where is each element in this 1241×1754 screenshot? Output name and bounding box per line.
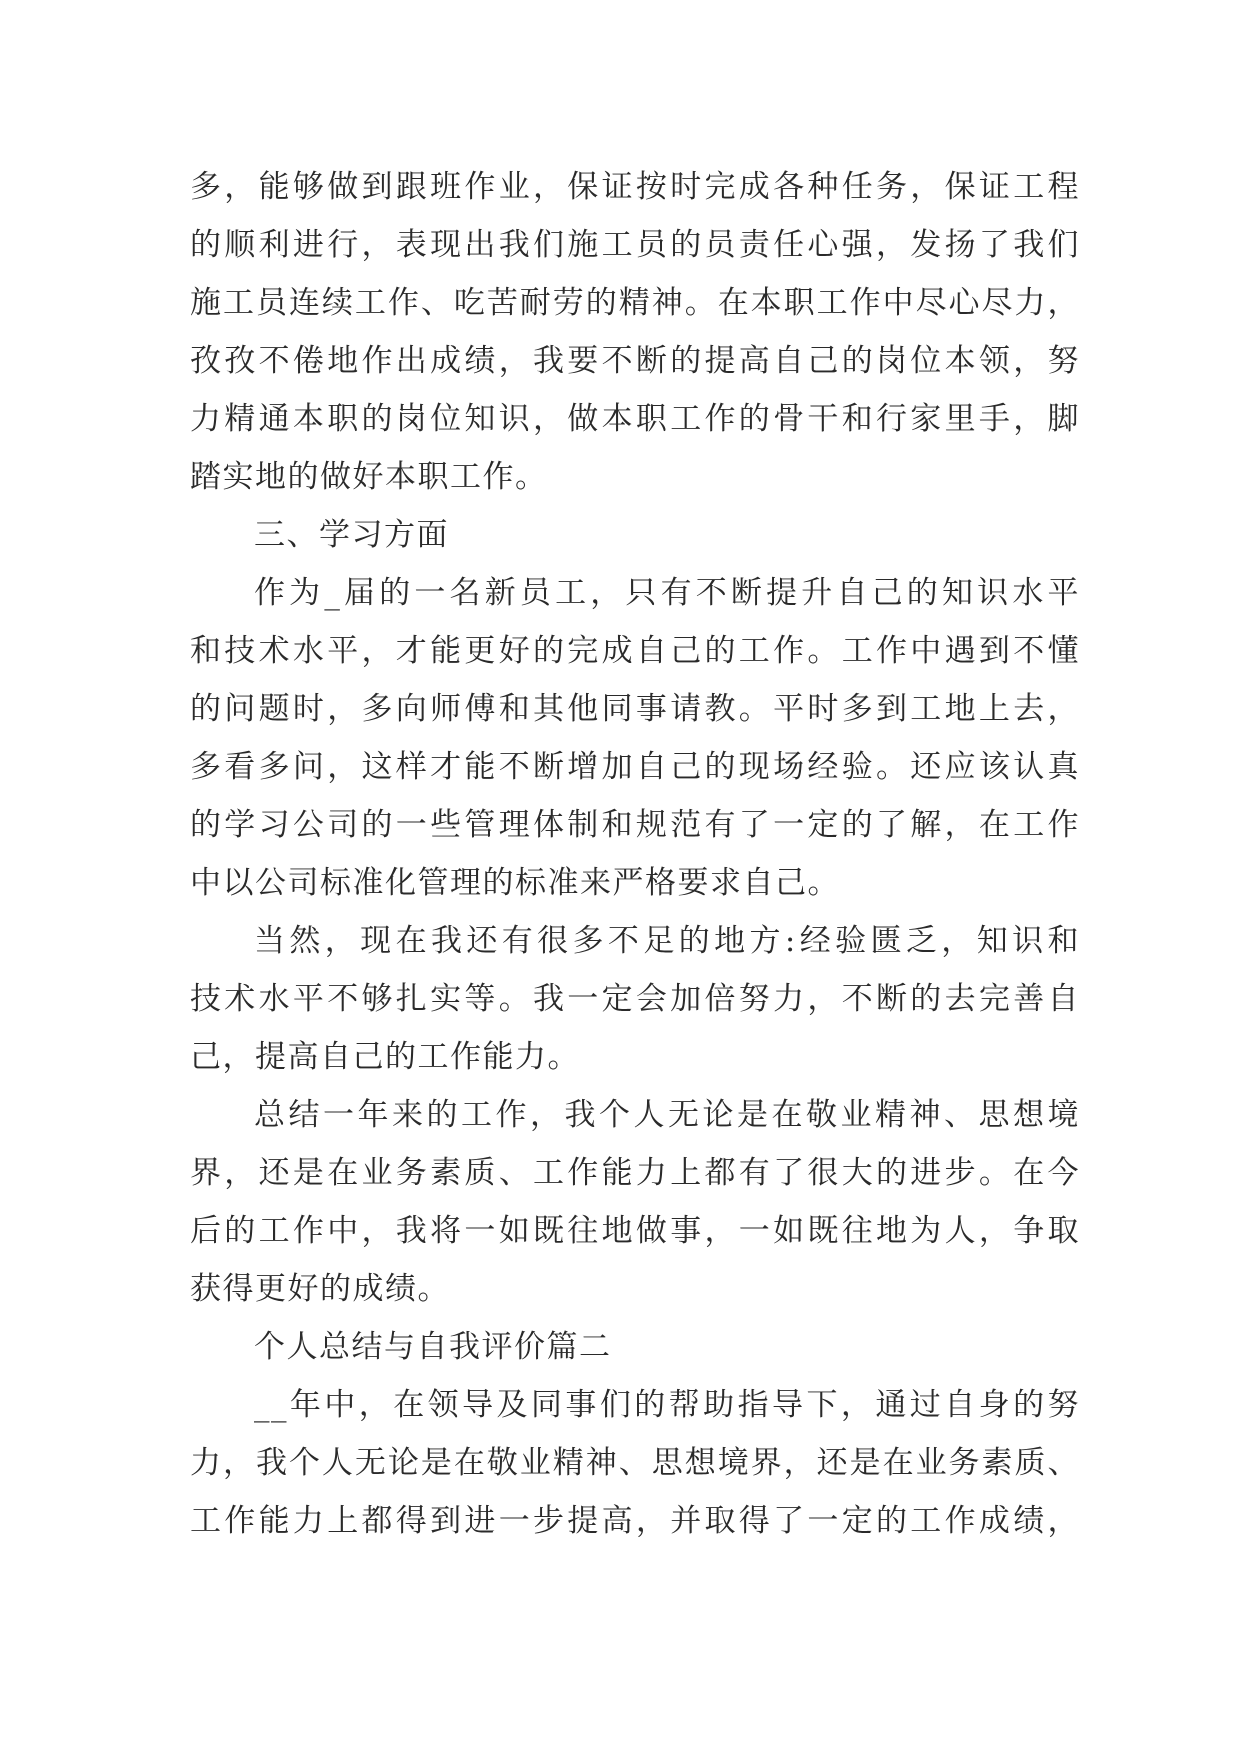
paragraph bbox=[190, 1376, 1080, 1550]
section-heading bbox=[190, 1318, 1080, 1376]
text-line: 获得更好的成绩。 bbox=[190, 1271, 450, 1307]
text-line: 总结一年来的工作，我个人无论是在敬业精神、思想境 bbox=[254, 1097, 1080, 1133]
text-line: 的顺利进行，表现出我们施工员的员责任心强，发扬了我们 bbox=[190, 227, 1080, 263]
paragraph bbox=[190, 564, 1080, 912]
paragraph bbox=[190, 158, 1080, 506]
text-line: 中以公司标准化管理的标准来严格要求自己。 bbox=[190, 865, 840, 901]
text-line: 己，提高自己的工作能力。 bbox=[190, 1039, 580, 1075]
text-line: 踏实地的做好本职工作。 bbox=[190, 459, 548, 495]
text-line: 的学习公司的一些管理体制和规范有了一定的了解，在工作 bbox=[190, 807, 1080, 843]
paragraph bbox=[190, 912, 1080, 1086]
text-line: 力精通本职的岗位知识，做本职工作的骨干和行家里手，脚 bbox=[190, 401, 1080, 437]
text-line: 施工员连续工作、吃苦耐劳的精神。在本职工作中尽心尽力， bbox=[190, 285, 1080, 321]
text-line: 力，我个人无论是在敬业精神、思想境界，还是在业务素质、 bbox=[190, 1445, 1080, 1481]
text-line: 多，能够做到跟班作业，保证按时完成各种任务，保证工程 bbox=[190, 169, 1080, 205]
section-heading bbox=[190, 506, 1080, 564]
text-line: 孜孜不倦地作出成绩，我要不断的提高自己的岗位本领，努 bbox=[190, 343, 1080, 379]
heading-text: 三、学习方面 bbox=[254, 517, 449, 553]
text-line: 和技术水平，才能更好的完成自己的工作。工作中遇到不懂 bbox=[190, 633, 1080, 669]
text-line: 的问题时，多向师傅和其他同事请教。平时多到工地上去， bbox=[190, 691, 1080, 727]
text-line: 多看多问，这样才能不断增加自己的现场经验。还应该认真 bbox=[190, 749, 1080, 785]
heading-text: 个人总结与自我评价篇二 bbox=[254, 1329, 612, 1365]
text-line: 技术水平不够扎实等。我一定会加倍努力，不断的去完善自 bbox=[190, 981, 1080, 1017]
text-line: 后的工作中，我将一如既往地做事，一如既往地为人，争取 bbox=[190, 1213, 1080, 1249]
text-line: 作为_届的一名新员工，只有不断提升自己的知识水平 bbox=[254, 575, 1080, 611]
text-line: __年中，在领导及同事们的帮助指导下，通过自身的努 bbox=[254, 1387, 1080, 1423]
text-line: 界，还是在业务素质、工作能力上都有了很大的进步。在今 bbox=[190, 1155, 1080, 1191]
document-body bbox=[190, 158, 1080, 1550]
paragraph bbox=[190, 1086, 1080, 1318]
text-line: 工作能力上都得到进一步提高，并取得了一定的工作成绩， bbox=[190, 1503, 1080, 1539]
text-line: 当然，现在我还有很多不足的地方:经验匮乏，知识和 bbox=[254, 923, 1080, 959]
